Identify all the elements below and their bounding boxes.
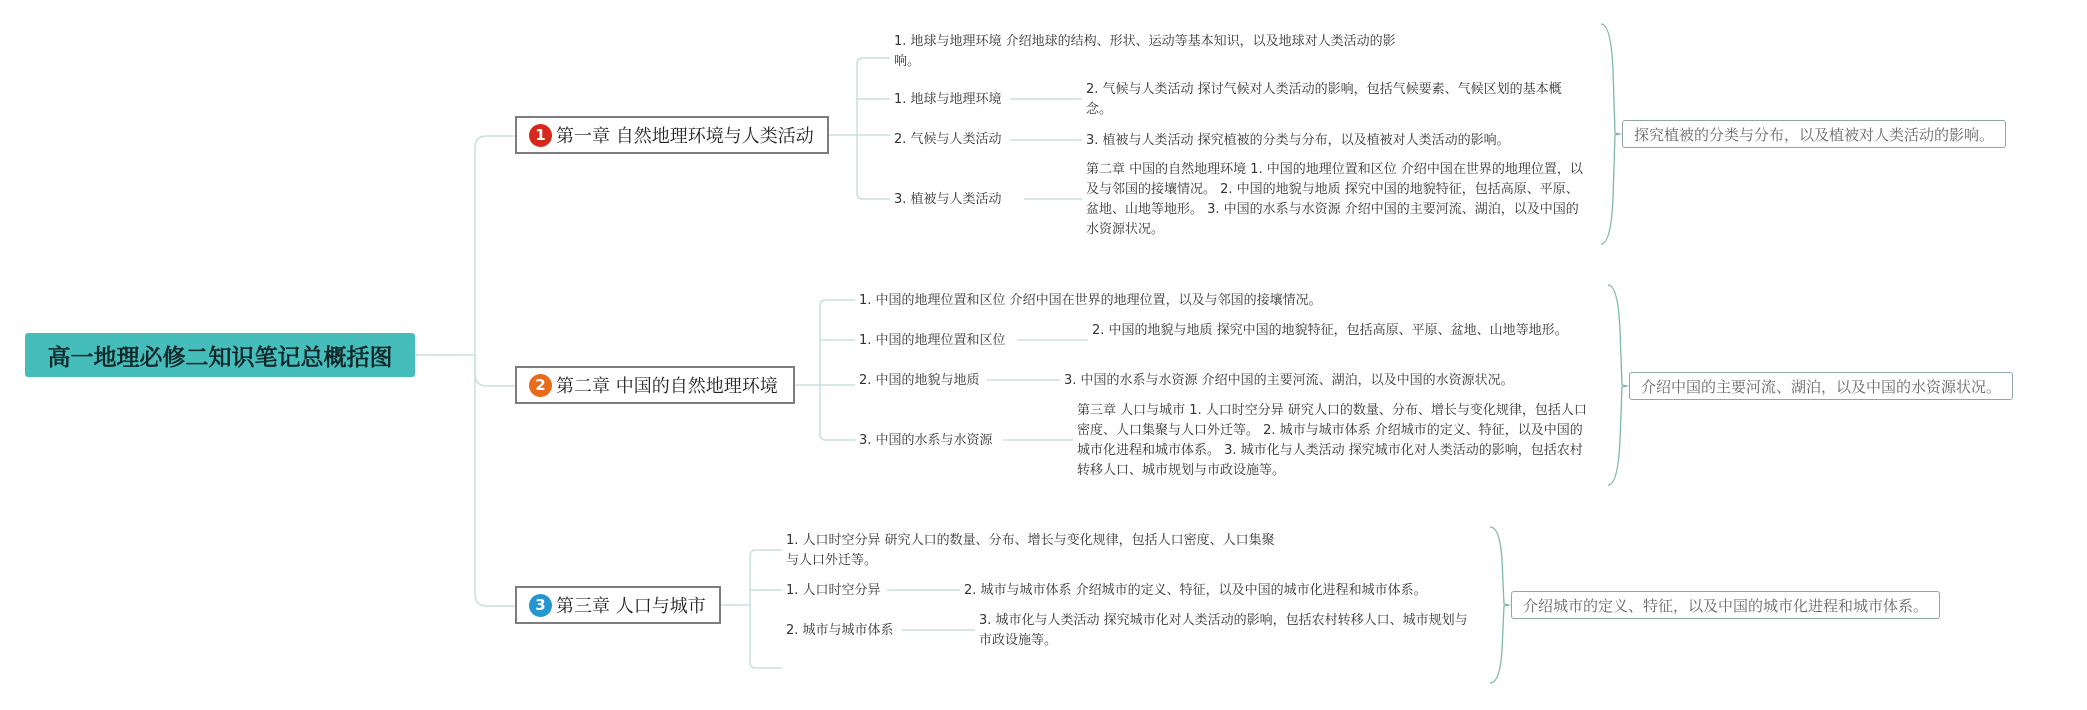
detail-text[interactable]: 2. 气候与人类活动 探讨气候对人类活动的影响，包括气候要素、气候区划的基本概念。 — [1086, 82, 1562, 117]
subtopic-text[interactable]: 2. 城市与城市体系 — [786, 623, 894, 638]
detail-text[interactable]: 3. 植被与人类活动 探究植被的分类与分布，以及植被对人类活动的影响。 — [1086, 133, 1510, 148]
subtopic-text[interactable]: 1. 地球与地理环境 — [894, 92, 1002, 107]
summary-box[interactable]: 介绍中国的主要河流、湖泊，以及中国的水资源状况。 — [1629, 372, 2013, 400]
chapter-title: 第一章 自然地理环境与人类活动 — [556, 126, 814, 147]
subtopic-text[interactable]: 1. 人口时空分异 — [786, 583, 881, 598]
root-topic[interactable]: 高一地理必修二知识笔记总概括图 — [25, 333, 415, 377]
subtopic-text[interactable]: 1. 中国的地理位置和区位 介绍中国在世界的地理位置，以及与邻国的接壤情况。 — [859, 293, 1322, 308]
detail-text[interactable]: 第二章 中国的自然地理环境 1. 中国的地理位置和区位 介绍中国在世界的地理位置，以及与邻国的接壤情况。 2. 中国的地貌与地质 探究中国的地貌特征，包括高原、平原、盆地、山地等地形。 3. 中国的水系与水资源 介绍中国的主要河流、湖泊，以及中国的水资源状况。 — [1086, 162, 1583, 237]
subtopic-text[interactable]: 1. 人口时空分异 研究人口的数量、分布、增长与变化规律，包括人口密度、人口集聚与人口外迁等。 — [786, 533, 1275, 568]
detail-text[interactable]: 3. 城市化与人类活动 探究城市化对人类活动的影响，包括农村转移人口、城市规划与市政设施等。 — [979, 613, 1468, 648]
chapter-2-node[interactable] — [515, 366, 795, 404]
subtopic-text[interactable]: 3. 植被与人类活动 — [894, 192, 1002, 207]
detail-text[interactable]: 2. 城市与城市体系 介绍城市的定义、特征，以及中国的城市化进程和城市体系。 — [964, 583, 1427, 598]
detail-text[interactable]: 3. 中国的水系与水资源 介绍中国的主要河流、湖泊，以及中国的水资源状况。 — [1064, 373, 1514, 388]
chapter-title: 第二章 中国的自然地理环境 — [556, 376, 778, 397]
chapter-1-node[interactable] — [515, 116, 829, 154]
summary-box[interactable]: 介绍城市的定义、特征，以及中国的城市化进程和城市体系。 — [1511, 591, 1940, 619]
chapter-title: 第三章 人口与城市 — [556, 596, 706, 617]
detail-text[interactable]: 2. 中国的地貌与地质 探究中国的地貌特征，包括高原、平原、盆地、山地等地形。 — [1092, 323, 1568, 338]
subtopic-text[interactable]: 1. 地球与地理环境 介绍地球的结构、形状、运动等基本知识，以及地球对人类活动的影响。 — [894, 34, 1396, 69]
chapter-number-badge: 2 — [529, 374, 552, 397]
chapter-number-badge: 3 — [529, 594, 552, 617]
subtopic-text[interactable]: 3. 中国的水系与水资源 — [859, 433, 993, 448]
chapter-number-badge: 1 — [529, 124, 552, 147]
subtopic-text[interactable]: 2. 气候与人类活动 — [894, 132, 1002, 147]
chapter-3-node[interactable] — [515, 586, 721, 624]
subtopic-text[interactable]: 1. 中国的地理位置和区位 — [859, 333, 1006, 348]
detail-text[interactable]: 第三章 人口与城市 1. 人口时空分异 研究人口的数量、分布、增长与变化规律，包括人口密度、人口集聚与人口外迁等。 2. 城市与城市体系 介绍城市的定义、特征，以及中国的城市化进程和城市体系。 3. 城市化与人类活动 探究城市化对人类活动的影响，包括农村转移人口、城市规划与市政设施等。 — [1077, 403, 1587, 478]
summary-box[interactable]: 探究植被的分类与分布，以及植被对人类活动的影响。 — [1622, 120, 2006, 148]
subtopic-text[interactable]: 2. 中国的地貌与地质 — [859, 373, 980, 388]
